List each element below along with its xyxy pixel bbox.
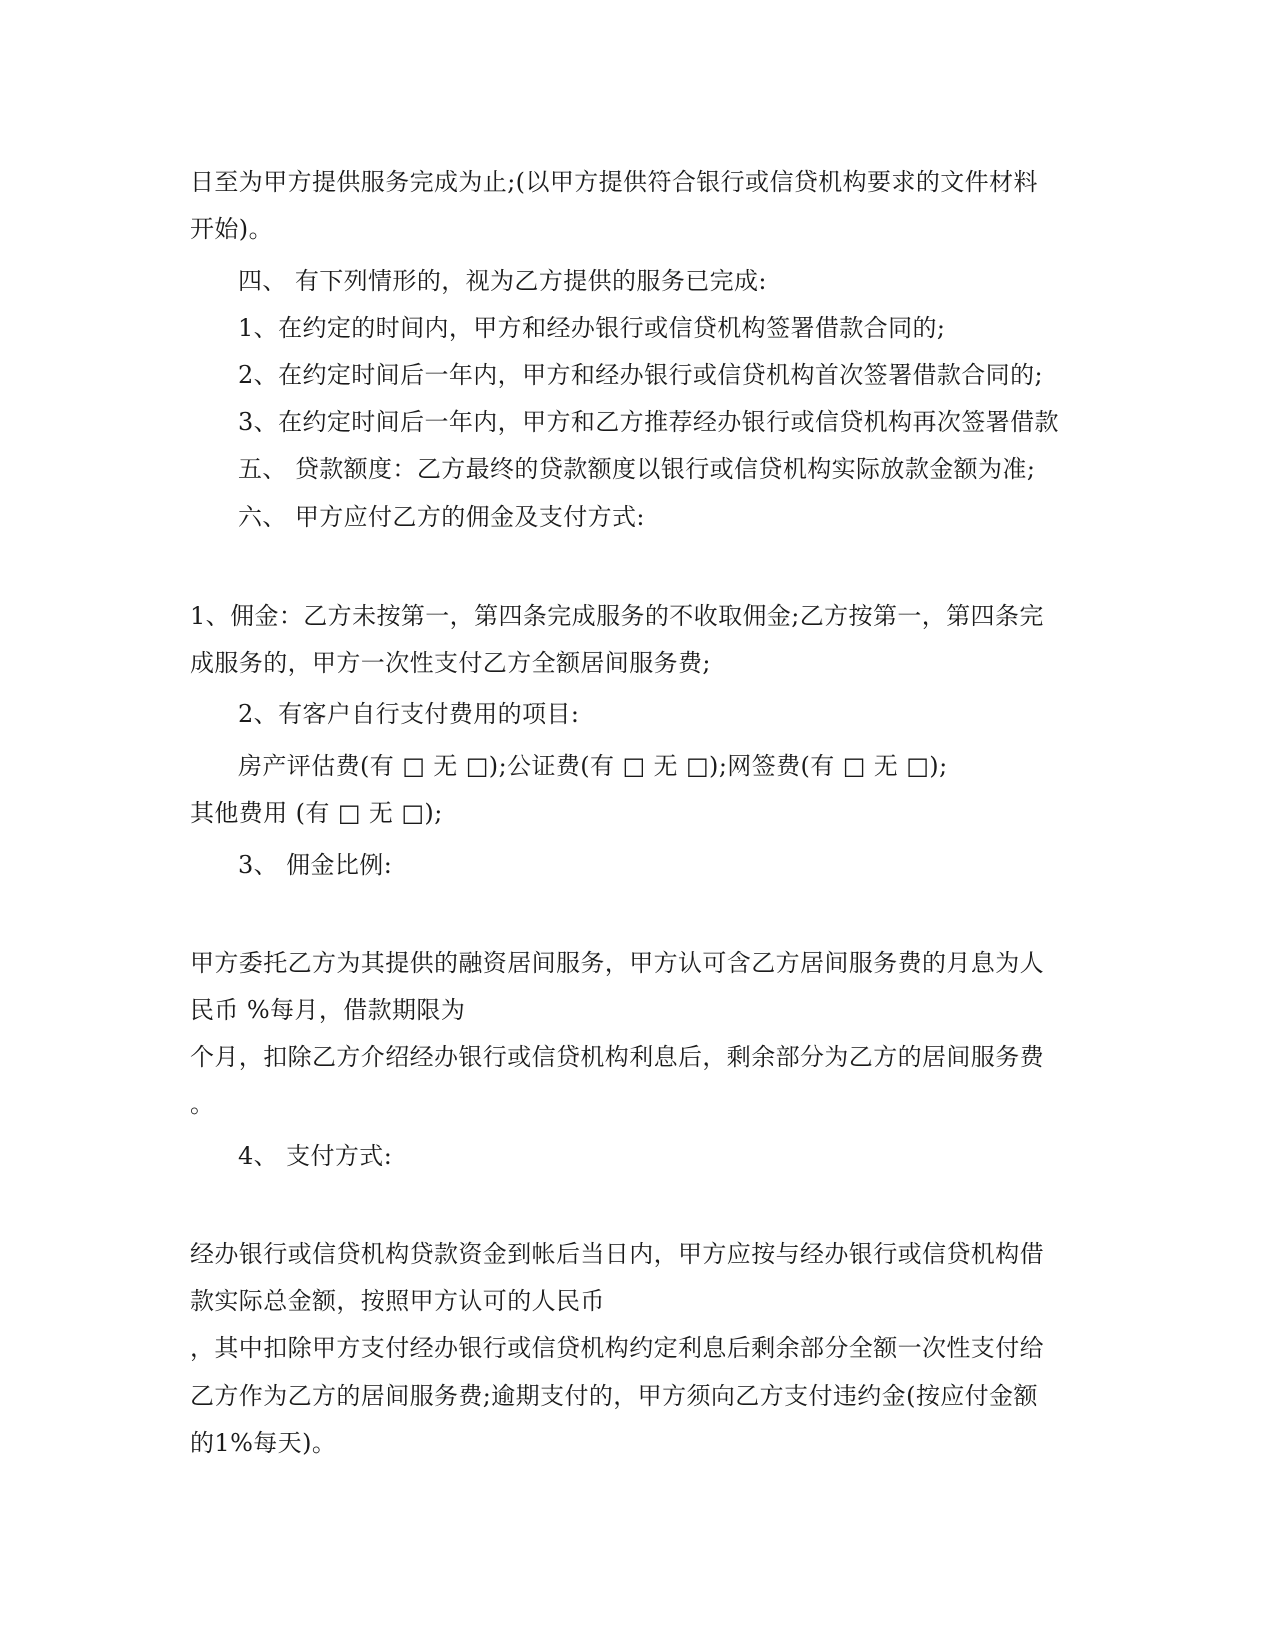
fee-checkbox-line: 房产评估费(有 □ 无 □);公证费(有 □ 无 □);网签费(有 □ 无 □); <box>238 752 948 780</box>
text-line: 经办银行或信贷机构贷款资金到帐后当日内，甲方应按与经办银行或信贷机构借 <box>190 1240 1044 1268</box>
text-line: 乙方作为乙方的居间服务费;逾期支付的，甲方须向乙方支付违约金(按应付金额 <box>190 1382 1038 1410</box>
text-line: 开始)。 <box>190 215 273 243</box>
list-item: 2、在约定时间后一年内，甲方和经办银行或信贷机构首次签署借款合同的; <box>238 361 1043 389</box>
list-item: 4、 支付方式: <box>238 1142 393 1170</box>
list-item: 1、在约定的时间内，甲方和经办银行或信贷机构签署借款合同的; <box>238 314 946 342</box>
text-line: 日至为甲方提供服务完成为止;(以甲方提供符合银行或信贷机构要求的文件材料 <box>190 168 1038 196</box>
text-line: 的1%每天)。 <box>190 1429 337 1457</box>
text-line: 个月，扣除乙方介绍经办银行或信贷机构利息后，剩余部分为乙方的居间服务费 <box>190 1043 1044 1071</box>
clause-heading: 六、 甲方应付乙方的佣金及支付方式: <box>238 503 645 531</box>
text-line: 民币 %每月，借款期限为 <box>190 996 466 1024</box>
list-item: 3、在约定时间后一年内，甲方和乙方推荐经办银行或信贷机构再次签署借款 <box>238 408 1059 436</box>
clause-heading: 四、 有下列情形的，视为乙方提供的服务已完成: <box>238 267 767 295</box>
list-item: 3、 佣金比例: <box>238 851 393 879</box>
fee-checkbox-line: 其他费用 (有 □ 无 □); <box>190 799 443 827</box>
text-line: 1、佣金：乙方未按第一，第四条完成服务的不收取佣金;乙方按第一，第四条完 <box>190 602 1044 630</box>
clause-heading: 五、 贷款额度：乙方最终的贷款额度以银行或信贷机构实际放款金额为准; <box>238 455 1036 483</box>
list-item: 2、有客户自行支付费用的项目: <box>238 700 580 728</box>
text-line: 款实际总金额，按照甲方认可的人民币 <box>190 1287 605 1315</box>
text-line: 甲方委托乙方为其提供的融资居间服务，甲方认可含乙方居间服务费的月息为人 <box>190 949 1044 977</box>
text-line: 。 <box>190 1090 215 1118</box>
text-line: ，其中扣除甲方支付经办银行或信贷机构约定利息后剩余部分全额一次性支付给 <box>190 1334 1044 1362</box>
text-line: 成服务的，甲方一次性支付乙方全额居间服务费; <box>190 649 711 677</box>
